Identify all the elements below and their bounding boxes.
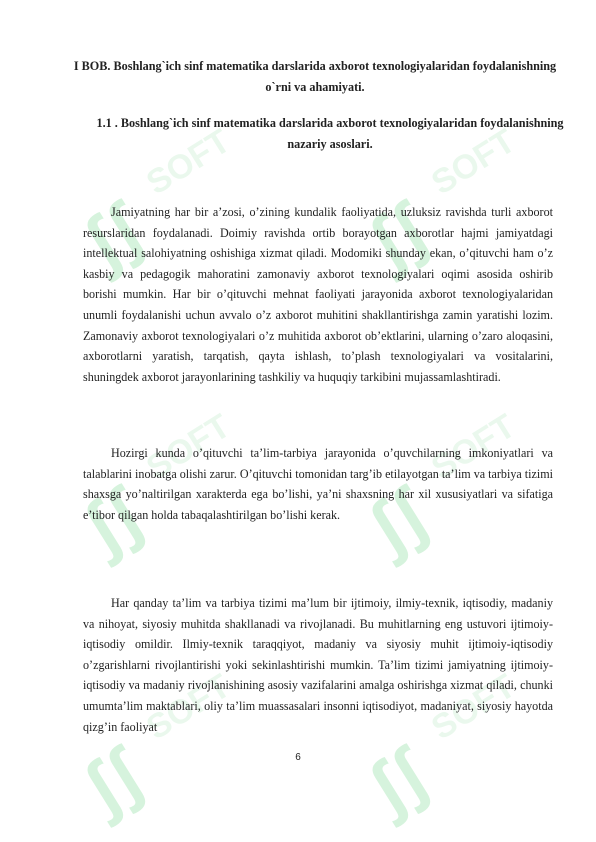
- watermark-logo: ʃʃ: [70, 733, 157, 829]
- chapter-heading: I BOB. Boshlang`ich sinf matematika darslarida axborot texnologiyalaridan foydalanishning o`rni va ahamiyati.: [73, 59, 557, 94]
- watermark-logo: ʃʃ: [355, 188, 442, 284]
- section-heading: 1.1 . Boshlang`ich sinf matematika darslarida axborot texnologiyalaridan foydalanishning nazariy asoslari.: [96, 116, 564, 151]
- body-paragraph: Har qanday ta’lim va tarbiya tizimi ma’lum bir ijtimoiy, ilmiy-texnik, iqtisodiy, madaniy va nihoyat, siyosiy muhitda shakllanadi va rivojlanadi. Bu muhitlarning eng ustuvori ijtimoiy-iqtisodiy omildir. Ilmiy-texnik taraqqiyot, madaniy va siyosiy muhit ijtimoiy-iqtisodiy o’zgarishlarni rivojlantirishi yoki sekinlashtirishi mumkin. Ta’lim tizimi jamiyatning ijtimoiy-iqtisodiy va madaniy rivojlanishining asosiy vazifalarini amalga oshirishga xizmat qiladi, chunki umumta’lim maktablari, oliy ta’lim muassasalari insonni iqtisodiyot, madaniyat, siyosiy hayotda qizg’in faoliyat: [83, 596, 553, 734]
- body-paragraph: Hozirgi kunda o’qituvchi ta’lim-tarbiya jarayonida o’quvchilarning imkoniyatlari va talablarini inobatga olishi zarur. O’qituvchi tomonidan targ’ib etilayotgan ta’lim va tarbiya tizimi shaxsga yo’naltirilgan xarakterda ega bo’lishi, ya’ni shaxsning har xil xususiyatlari va sifatiga e’tibor qilgan holda tabaqalashtirilgan bo’lishi kerak.: [83, 446, 553, 522]
- watermark-logo: ʃʃ: [355, 473, 442, 569]
- watermark-logo: ʃʃ: [355, 733, 442, 829]
- watermark-logo: ʃʃ: [70, 473, 157, 569]
- body-paragraph: Jamiyatning har bir a’zosi, o’zining kundalik faoliyatida, uzluksiz ravishda turli axborot resurslaridan foydalanadi. Doimiy ravishda ortib borayotgan axborotlar hajmi jamiyatdagi intellektual salohiyatning oshishiga xizmat qiladi. Modomiki shunday ekan, o’qituvchi ham o’z kasbiy va pedagogik mahoratini zamonaviy axborot texnologiyalari oqimi asosida oshirib borishi mumkin. Har bir o’qituvchi mehnat faoliyati jarayonida axborot texnologiyalaridan unumli foydalanishi uchun avvalo o’z axborot muhitini shakllantirishga zamin yaratishi lozim. Zamonaviy axborot texnologiyalari o’z muhitida axborot ob’ektlarini, ularning o’zaro aloqasini, axborotlarni yaratish, tarqatish, qayta ishlash, to’plash texnologiyalari va vositalarini, shuningdek axborot jarayonlarining tashkiliy va huquqiy tarkibini mujassamlashtiradi.: [83, 205, 553, 384]
- watermark-logo: ʃʃ: [70, 188, 157, 284]
- watermark-text: SOFT: [140, 666, 238, 748]
- watermark-text: SOFT: [425, 406, 523, 488]
- watermark-text: SOFT: [425, 666, 523, 748]
- watermark-text: SOFT: [425, 121, 523, 203]
- page-number: 6: [295, 752, 301, 763]
- watermark-text: SOFT: [140, 406, 238, 488]
- watermark-text: SOFT: [140, 121, 238, 203]
